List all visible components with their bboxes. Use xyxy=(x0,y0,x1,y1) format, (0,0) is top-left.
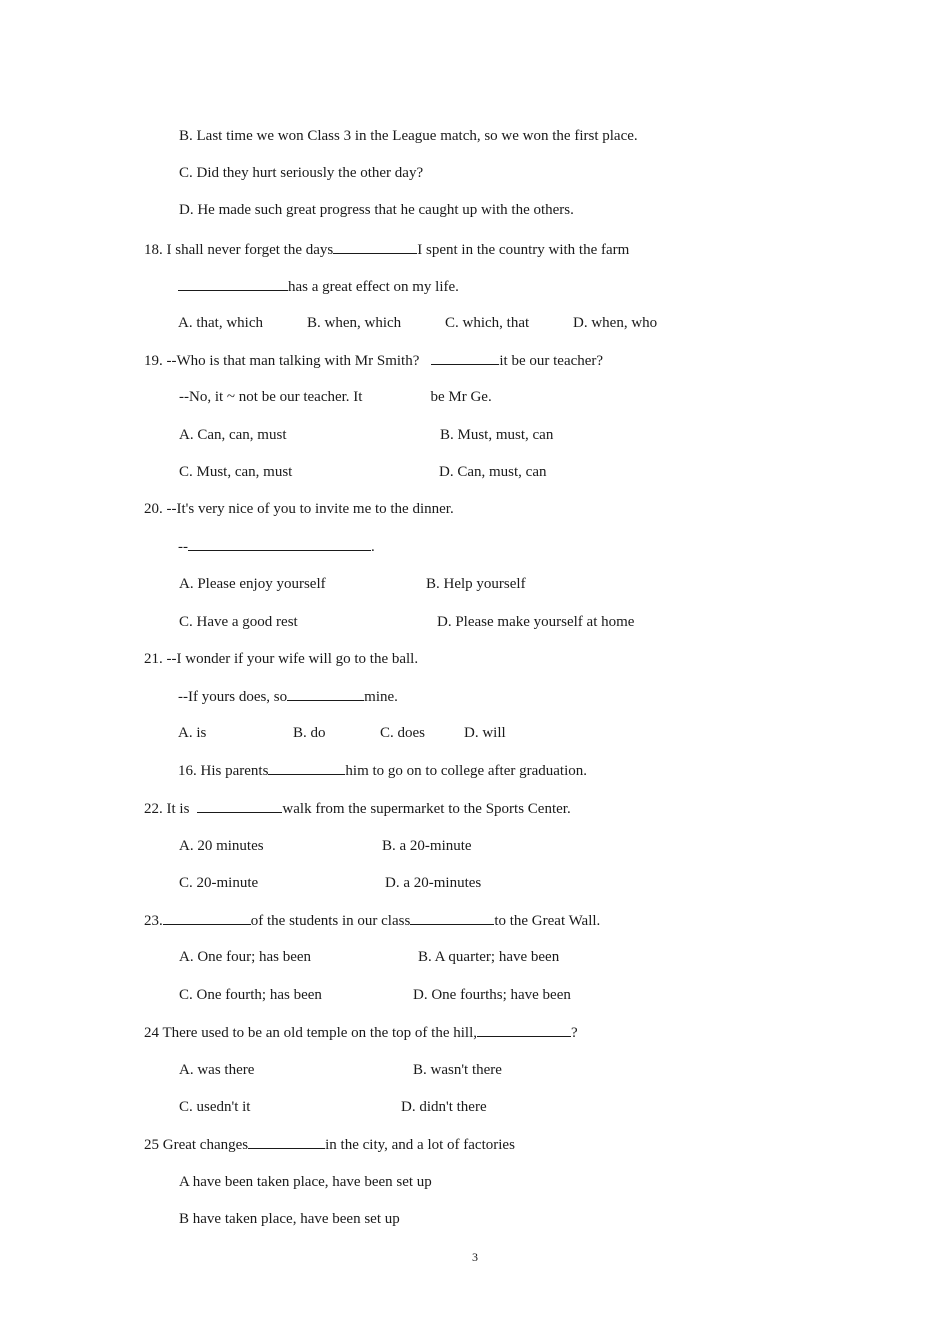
q18-stem-continued xyxy=(178,277,459,296)
q21-option-a: A. is xyxy=(178,725,207,741)
q23-option-d: D. One fourths; have been xyxy=(413,987,571,1003)
q19-option-d: D. Can, must, can xyxy=(439,464,547,480)
q18-option-a: A. that, which xyxy=(178,315,263,331)
q24-option-c: C. usedn't it xyxy=(179,1099,251,1115)
q19-option-a: A. Can, can, must xyxy=(179,427,287,443)
q16-stem-part2: him to go on to college after graduation. xyxy=(345,763,588,779)
q25-stem xyxy=(144,1135,515,1154)
q19-reply-part2: be Mr Ge. xyxy=(430,389,492,405)
q19-stem-part2: it be our teacher? xyxy=(499,353,604,369)
q24-stem-part2: ? xyxy=(570,1025,578,1041)
q22-blank[interactable] xyxy=(197,799,282,813)
q21-reply-part2: mine. xyxy=(364,689,398,705)
q23-stem-part3: to the Great Wall. xyxy=(494,913,601,929)
q25-option-b: B have taken place, have been set up xyxy=(179,1211,400,1227)
q19-option-b: B. Must, must, can xyxy=(440,427,554,443)
q16-blank[interactable] xyxy=(268,761,345,775)
q21-option-c: C. does xyxy=(380,725,425,741)
q18-option-c: C. which, that xyxy=(445,315,530,331)
q24-option-a: A. was there xyxy=(179,1062,255,1078)
q23-option-b: B. A quarter; have been xyxy=(418,949,560,965)
q20-option-a: A. Please enjoy yourself xyxy=(179,576,326,592)
q21-option-b: B. do xyxy=(293,725,326,741)
q19-reply-part1: --No, it ~ not be our teacher. It xyxy=(179,389,363,405)
q24-option-b: B. wasn't there xyxy=(413,1062,502,1078)
q18-option-d: D. when, who xyxy=(573,315,658,331)
q25-stem-part1: 25 Great changes xyxy=(144,1137,249,1153)
q23-option-c: C. One fourth; has been xyxy=(179,987,322,1003)
q21-reply xyxy=(178,687,398,706)
q24-stem-part1: 24 There used to be an old temple on the top of the hill, xyxy=(144,1025,477,1041)
q19-option-c: C. Must, can, must xyxy=(179,464,293,480)
q18-stem-part1: 18. I shall never forget the days xyxy=(144,242,334,258)
q16-stem-part1: 16. His parents xyxy=(178,763,269,779)
q19-stem xyxy=(144,351,603,370)
q21-reply-part1: --If yours does, so xyxy=(178,689,288,705)
q23-stem-part1: 23. xyxy=(144,913,163,929)
q23-blank-2[interactable] xyxy=(410,911,494,925)
q18-stem xyxy=(144,240,629,259)
q19-reply xyxy=(179,388,492,406)
q25-stem-part2: in the city, and a lot of factories xyxy=(325,1137,515,1153)
q23-blank-1[interactable] xyxy=(163,911,251,925)
page-number: 3 xyxy=(472,1250,478,1264)
q22-option-d: D. a 20-minutes xyxy=(385,875,482,891)
q18-option-b: B. when, which xyxy=(307,315,402,331)
q23-stem xyxy=(144,911,600,930)
q20-option-b: B. Help yourself xyxy=(426,576,526,592)
q21-blank[interactable] xyxy=(287,687,364,701)
q21-stem: 21. --I wonder if your wife will go to the ball. xyxy=(144,651,419,667)
q20-option-d: D. Please make yourself at home xyxy=(437,614,635,630)
q18-blank-1[interactable] xyxy=(333,240,417,254)
q20-reply-suffix: . xyxy=(371,539,375,555)
q24-blank[interactable] xyxy=(477,1023,571,1037)
q22-option-b: B. a 20-minute xyxy=(382,838,472,854)
q18-stem-part2: I spent in the country with the farm xyxy=(417,242,630,258)
q18-stem-part3: has a great effect on my life. xyxy=(288,279,459,295)
q23-stem-part2: of the students in our class xyxy=(250,913,411,929)
q20-reply xyxy=(178,537,375,556)
q23-option-a: A. One four; has been xyxy=(179,949,312,965)
q22-stem-part2: walk from the supermarket to the Sports Center. xyxy=(282,801,571,817)
q17-option-d: D. He made such great progress that he caught up with the others. xyxy=(179,202,574,218)
q19-blank-1[interactable] xyxy=(431,351,499,365)
q17-option-b: B. Last time we won Class 3 in the League match, so we won the first place. xyxy=(179,128,638,144)
q22-option-a: A. 20 minutes xyxy=(179,838,264,854)
q24-option-d: D. didn't there xyxy=(401,1099,487,1115)
q22-option-c: C. 20-minute xyxy=(179,875,259,891)
q16-stem xyxy=(178,761,587,780)
q17-option-c: C. Did they hurt seriously the other day? xyxy=(179,165,424,181)
q20-reply-prefix: -- xyxy=(178,539,188,555)
q25-blank[interactable] xyxy=(248,1135,325,1149)
q22-stem xyxy=(144,799,571,818)
q22-stem-part1: 22. It is xyxy=(144,801,190,817)
q19-stem-part1: 19. --Who is that man talking with Mr Smith? xyxy=(144,353,420,369)
q20-stem: 20. --It's very nice of you to invite me to the dinner. xyxy=(144,501,454,517)
q24-stem xyxy=(144,1023,578,1042)
q18-blank-2[interactable] xyxy=(178,277,288,291)
q21-option-d: D. will xyxy=(464,725,506,741)
q20-option-c: C. Have a good rest xyxy=(179,614,298,630)
q25-option-a: A have been taken place, have been set up xyxy=(179,1174,432,1190)
q20-blank[interactable] xyxy=(188,537,371,551)
